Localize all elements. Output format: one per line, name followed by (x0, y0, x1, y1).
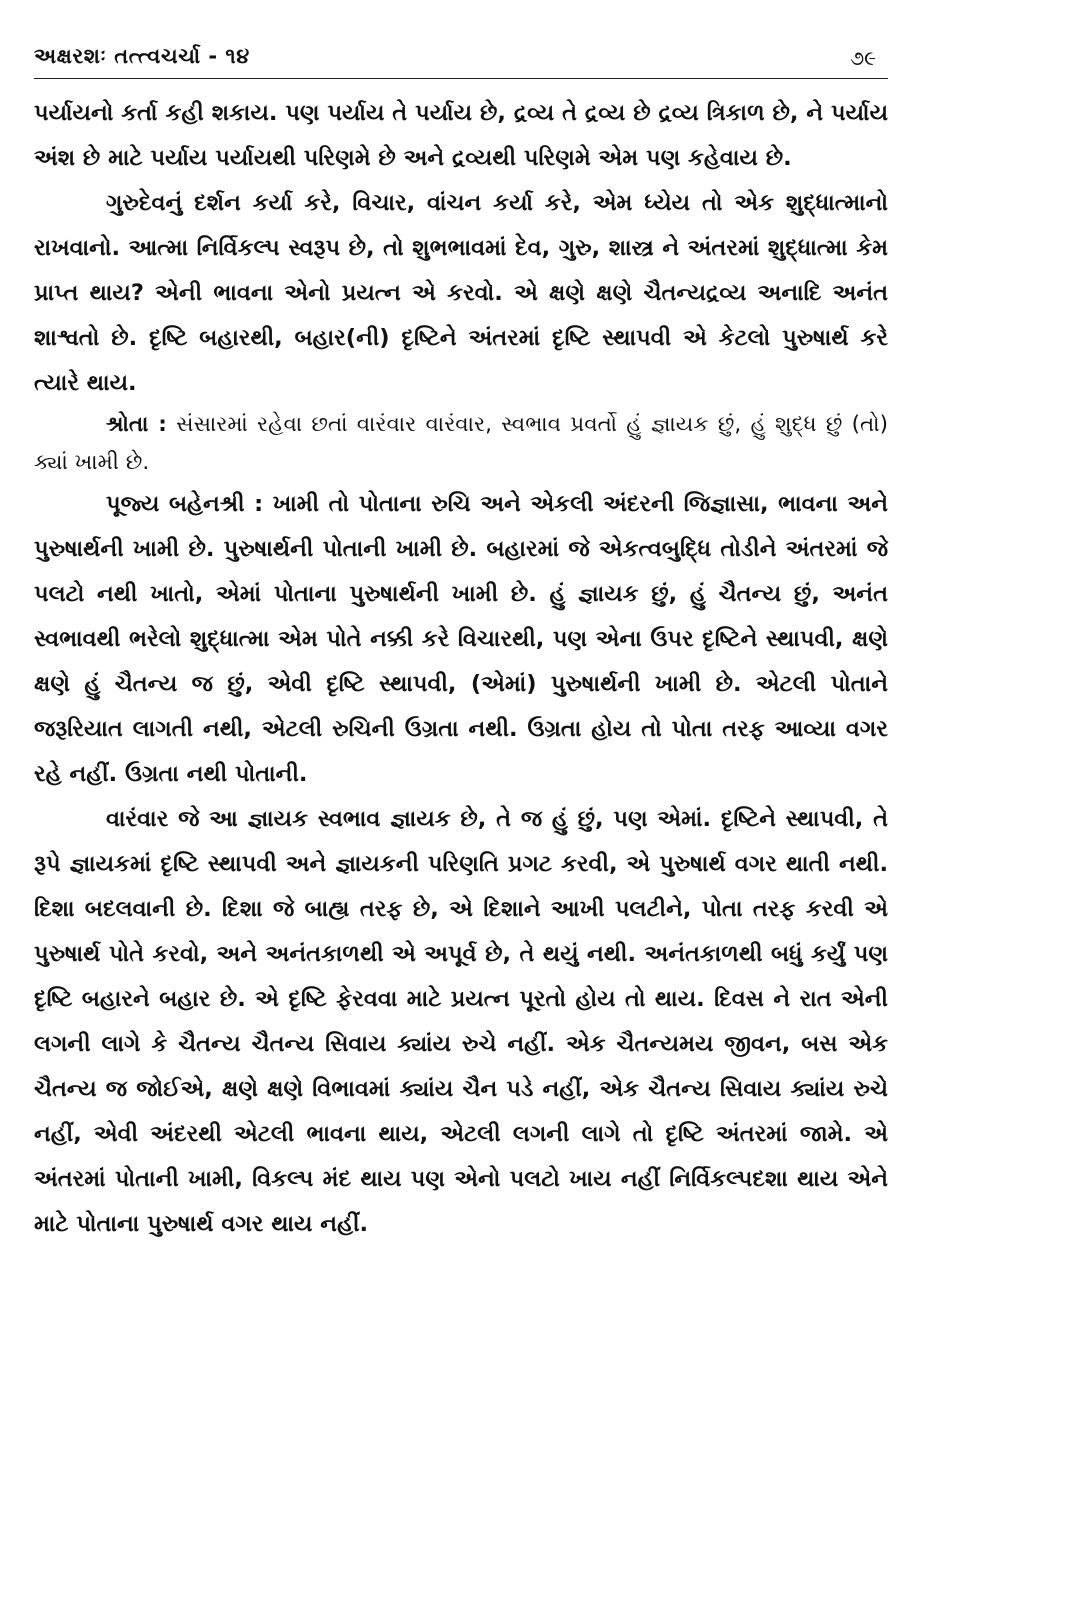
paragraph-text: ગુરુદેવનું દર્શન કર્યા કરે, વિચાર, વાંચન કર્યા કરે, એમ ધ્યેય તો એક શુદ્ધાત્માનો રાખવાનો. આત્મા નિર્વિકલ્પ સ્વરૂપ છે, તો શુભભાવમાં દેવ, ગુરુ, શાસ્ત્ર ને અંતરમાં શુદ્ધાત્મા કેમ પ્રાપ્ત થાય? એની ભાવના એનો પ્રયત્ન એ કરવો. એ ક્ષણે ક્ષણે ચૈતન્યદ્રવ્ય અનાદિ અનંત શાશ્વતો છે. દૃષ્ટિ બહારથી, બહાર(ની) દૃષ્ટિને અંતરમાં દૃષ્ટિ સ્થાપવી એ કેટલો પુરુષાર્થ કરે ત્યારે થાય. (34, 190, 888, 396)
question-text: સંસારમાં રહેવા છતાં વારંવાર વારંવાર, સ્વભાવ પ્રવર્તો હું જ્ઞાયક છું, હું શુદ્ધ છું (તો) ક્યાં ખામી છે. (34, 412, 888, 475)
speaker-label: શ્રોતા : (106, 412, 167, 437)
paragraph-2 (34, 181, 888, 406)
answer-text: ખામી તો પોતાના રુચિ અને એકલી અંદરની જિજ્ઞાસા, ભાવના અને પુરુષાર્થની ખામી છે. પુરુષાર્થની પોતાની ખામી છે. બહારમાં જે એકત્વબુદ્ધિ તોડીને અંતરમાં જે પલટો નથી ખાતો, એમાં પોતાના પુરુષાર્થની ખામી છે. હું જ્ઞાયક છું, હું ચૈતન્ય છું, અનંત સ્વભાવથી ભરેલો શુદ્ધાત્મા એમ પોતે નક્કી કરે વિચારથી, પણ એના ઉપર દૃષ્ટિને સ્થાપવી, ક્ષણે ક્ષણે હું ચૈતન્ય જ છું, એવી દૃષ્ટિ સ્થાપવી, (એમાં) પુરુષાર્થની ખામી છે. એટલી પોતાને જરૂરિયાત લાગતી નથી, એટલી રુચિની ઉગ્રતા નથી. ઉગ્રતા હોય તો પોતા તરફ આવ્યા વગર રહે નહીં. ઉગ્રતા નથી પોતાની. (34, 491, 889, 787)
paragraph-text: વારંવાર જે આ જ્ઞાયક સ્વભાવ જ્ઞાયક છે, તે જ હું છું, પણ એમાં. દૃષ્ટિને સ્થાપવી, તે રૂપે જ્ઞાયકમાં દૃષ્ટિ સ્થાપવી અને જ્ઞાયકની પરિણતિ પ્રગટ કરવી, એ પુરુષાર્થ વગર થાતી નથી. દિશા બદલવાની છે. દિશા જે બાહ્ય તરફ છે, એ દિશાને આખી પલટીને, પોતા તરફ કરવી એ પુરુષાર્થ પોતે કરવો, અને અનંતકાળથી એ અપૂર્વ છે, તે થયું નથી. અનંતકાળથી બધું કર્યું પણ દૃષ્ટિ બહારને બહાર છે. એ દૃષ્ટિ ફેરવવા માટે પ્રયત્ન પૂરતો હોય તો થાય. દિવસ ને રાત એની લગની લાગે કે ચૈતન્ય ચૈતન્ય સિવાય ક્યાંય રુચે નહીં. એક ચૈતન્યમય જીવન, બસ એક ચૈતન્ય જ જોઈએ, ક્ષણે ક્ષણે વિભાવમાં ક્યાંય ચૈન પડે નહીં, એક ચૈતન્ય સિવાય ક્યાંય રુચે નહીં, એવી અંદરથી એટલી ભાવના થાય, એટલી લગની લાગે તો દૃષ્ટિ અંતરમાં જામે. એ અંતરમાં પોતાની ખામી, વિકલ્પ મંદ થાય પણ એનો પલટો ખાય નહીં નિર્વિકલ્પદશા થાય એને માટે પોતાના પુરુષાર્થ વગર થાય નહીં. (34, 806, 888, 1237)
listener-question (34, 406, 888, 482)
body-text (34, 91, 888, 1247)
paragraph-1 (34, 91, 888, 181)
page-number: ૭૯ (850, 46, 876, 70)
answer-paragraph (34, 482, 888, 797)
speaker-label: પૂજ્ય બહેનશ્રી : (106, 491, 264, 517)
page-header (34, 40, 888, 79)
paragraph-5 (34, 797, 888, 1247)
running-head: અક્ષરશઃ તત્ત્વચર્ચા - ૧૪ (34, 44, 250, 68)
paragraph-text: પર્યાયનો કર્તા કહી શકાય. પણ પર્યાય તે પર્યાય છે, દ્રવ્ય તે દ્રવ્ય છે દ્રવ્ય ત્રિકાળ છે, ને પર્યાય અંશ છે માટે પર્યાય પર્યાયથી પરિણમે છે અને દ્રવ્યથી પરિણમે એમ પણ કહેવાય છે. (34, 100, 888, 171)
document-page (34, 40, 888, 1247)
